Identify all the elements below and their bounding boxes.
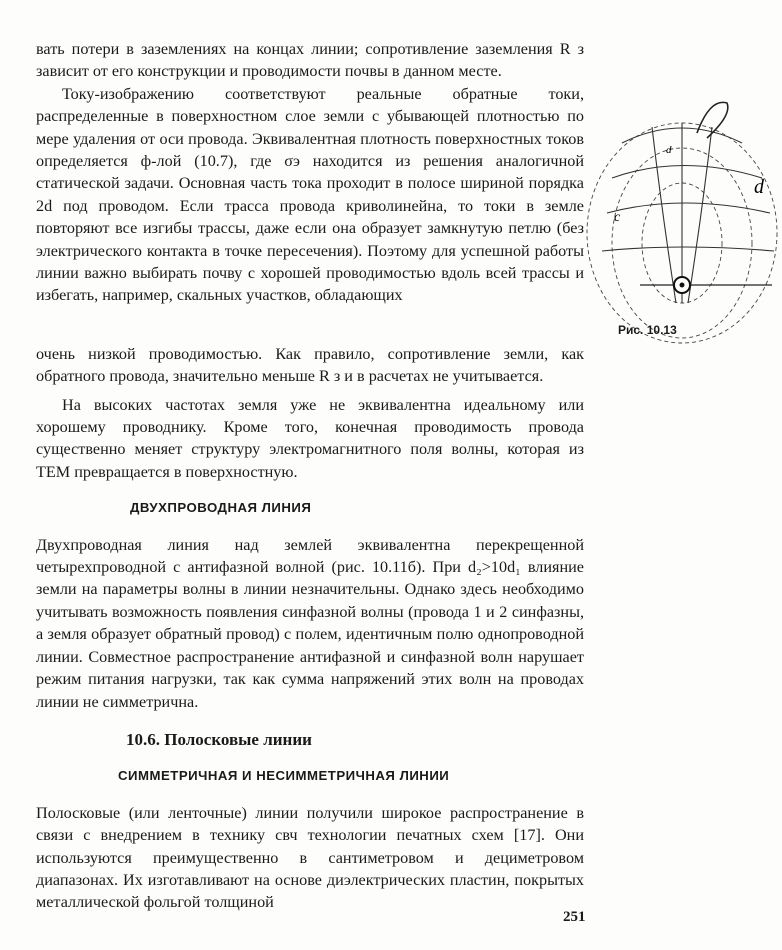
figure-caption: Рис. 10.13 [618,322,677,337]
paragraph-2-continued: очень низкой проводимостью. Как правило, сопротивление земли, как обратного провода, значительно меньше R з и в расчетах не учитывается. [36,344,584,386]
figure-10-13 [592,93,782,343]
heading-two-wire-line: ДВУХПРОВОДНАЯ ЛИНИЯ [130,500,312,516]
label-d: d [754,175,764,198]
paragraph-3: На высоких частотах земля уже не эквивалентна идеальному или хорошему проводнику. Кроме того, конечная проводимость провода существенно меняет структуру электромагнитного поля волны, которая из TEM превращается в поверхностную. [36,395,584,481]
field-lines-diagram [592,93,782,323]
section-title: 10.6. Полосковые линии [126,729,312,749]
label-d-small: d [666,143,672,156]
figure-wrap-block [36,83,764,343]
page-number: 251 [563,909,586,925]
heading-symmetric-lines: СИММЕТРИЧНАЯ И НЕСИММЕТРИЧНАЯ ЛИНИИ [118,768,450,784]
paragraph-5: Полосковые (или ленточные) линии получили широкое распространение в связи с внедрением в технику свч технологии печатных схем [17]. Они используются преимущественно в сантиметровом и дециметровом диапазонах. Их изготавливают на основе диэлектрических пластин, покрытых металлической фольгой толщиной [36,803,584,912]
page-body [36,38,764,914]
label-c: c [614,209,621,225]
paragraph-2: Току-изображению соответствуют реальные обратные токи, распределенные в поверхностном слое земли с убывающей плотностью по мере удаления от оси провода. Эквивалентная плотность поверхностных токов определяется ф-лой (10.7), где σэ находится из решения аналогичной статической задачи. Основная часть тока проходит в полосе шириной порядка 2d под проводом. Если трасса провода криволинейна, то токи в земле повторяют все изгибы трассы, даже если она образует замкнутую петлю (без электрического контакта в точке пересечения). Поэтому для успешной работы линии важно выбирать почву с хорошей проводимостью вдоль всей трассы и избегать, например, скальных участков, обладающих [36,84,584,305]
paragraph-4: Двухпроводная линия над землей эквивалентна перекрещенной четырехпроводной с антифазной волной (рис. 10.11б). При d₂>10d₁ влияние земли на параметры волны в линии незначительны. Однако здесь необходимо учитывать возможность появления синфазной волны (провода 1 и 2 синфазны, а земля образует обратный провод) с полем, идентичным полю однопроводной линии. Совместное распространение антифазной и синфазной волн нарушает режим питания нагрузки, так как сумма напряжений этих волн на проводах линии не симметрична. [36,535,584,711]
paragraph-1: вать потери в заземлениях на концах линии; сопротивление заземления R з зависит от его конструкции и проводимости почвы в данном месте. [36,40,584,81]
